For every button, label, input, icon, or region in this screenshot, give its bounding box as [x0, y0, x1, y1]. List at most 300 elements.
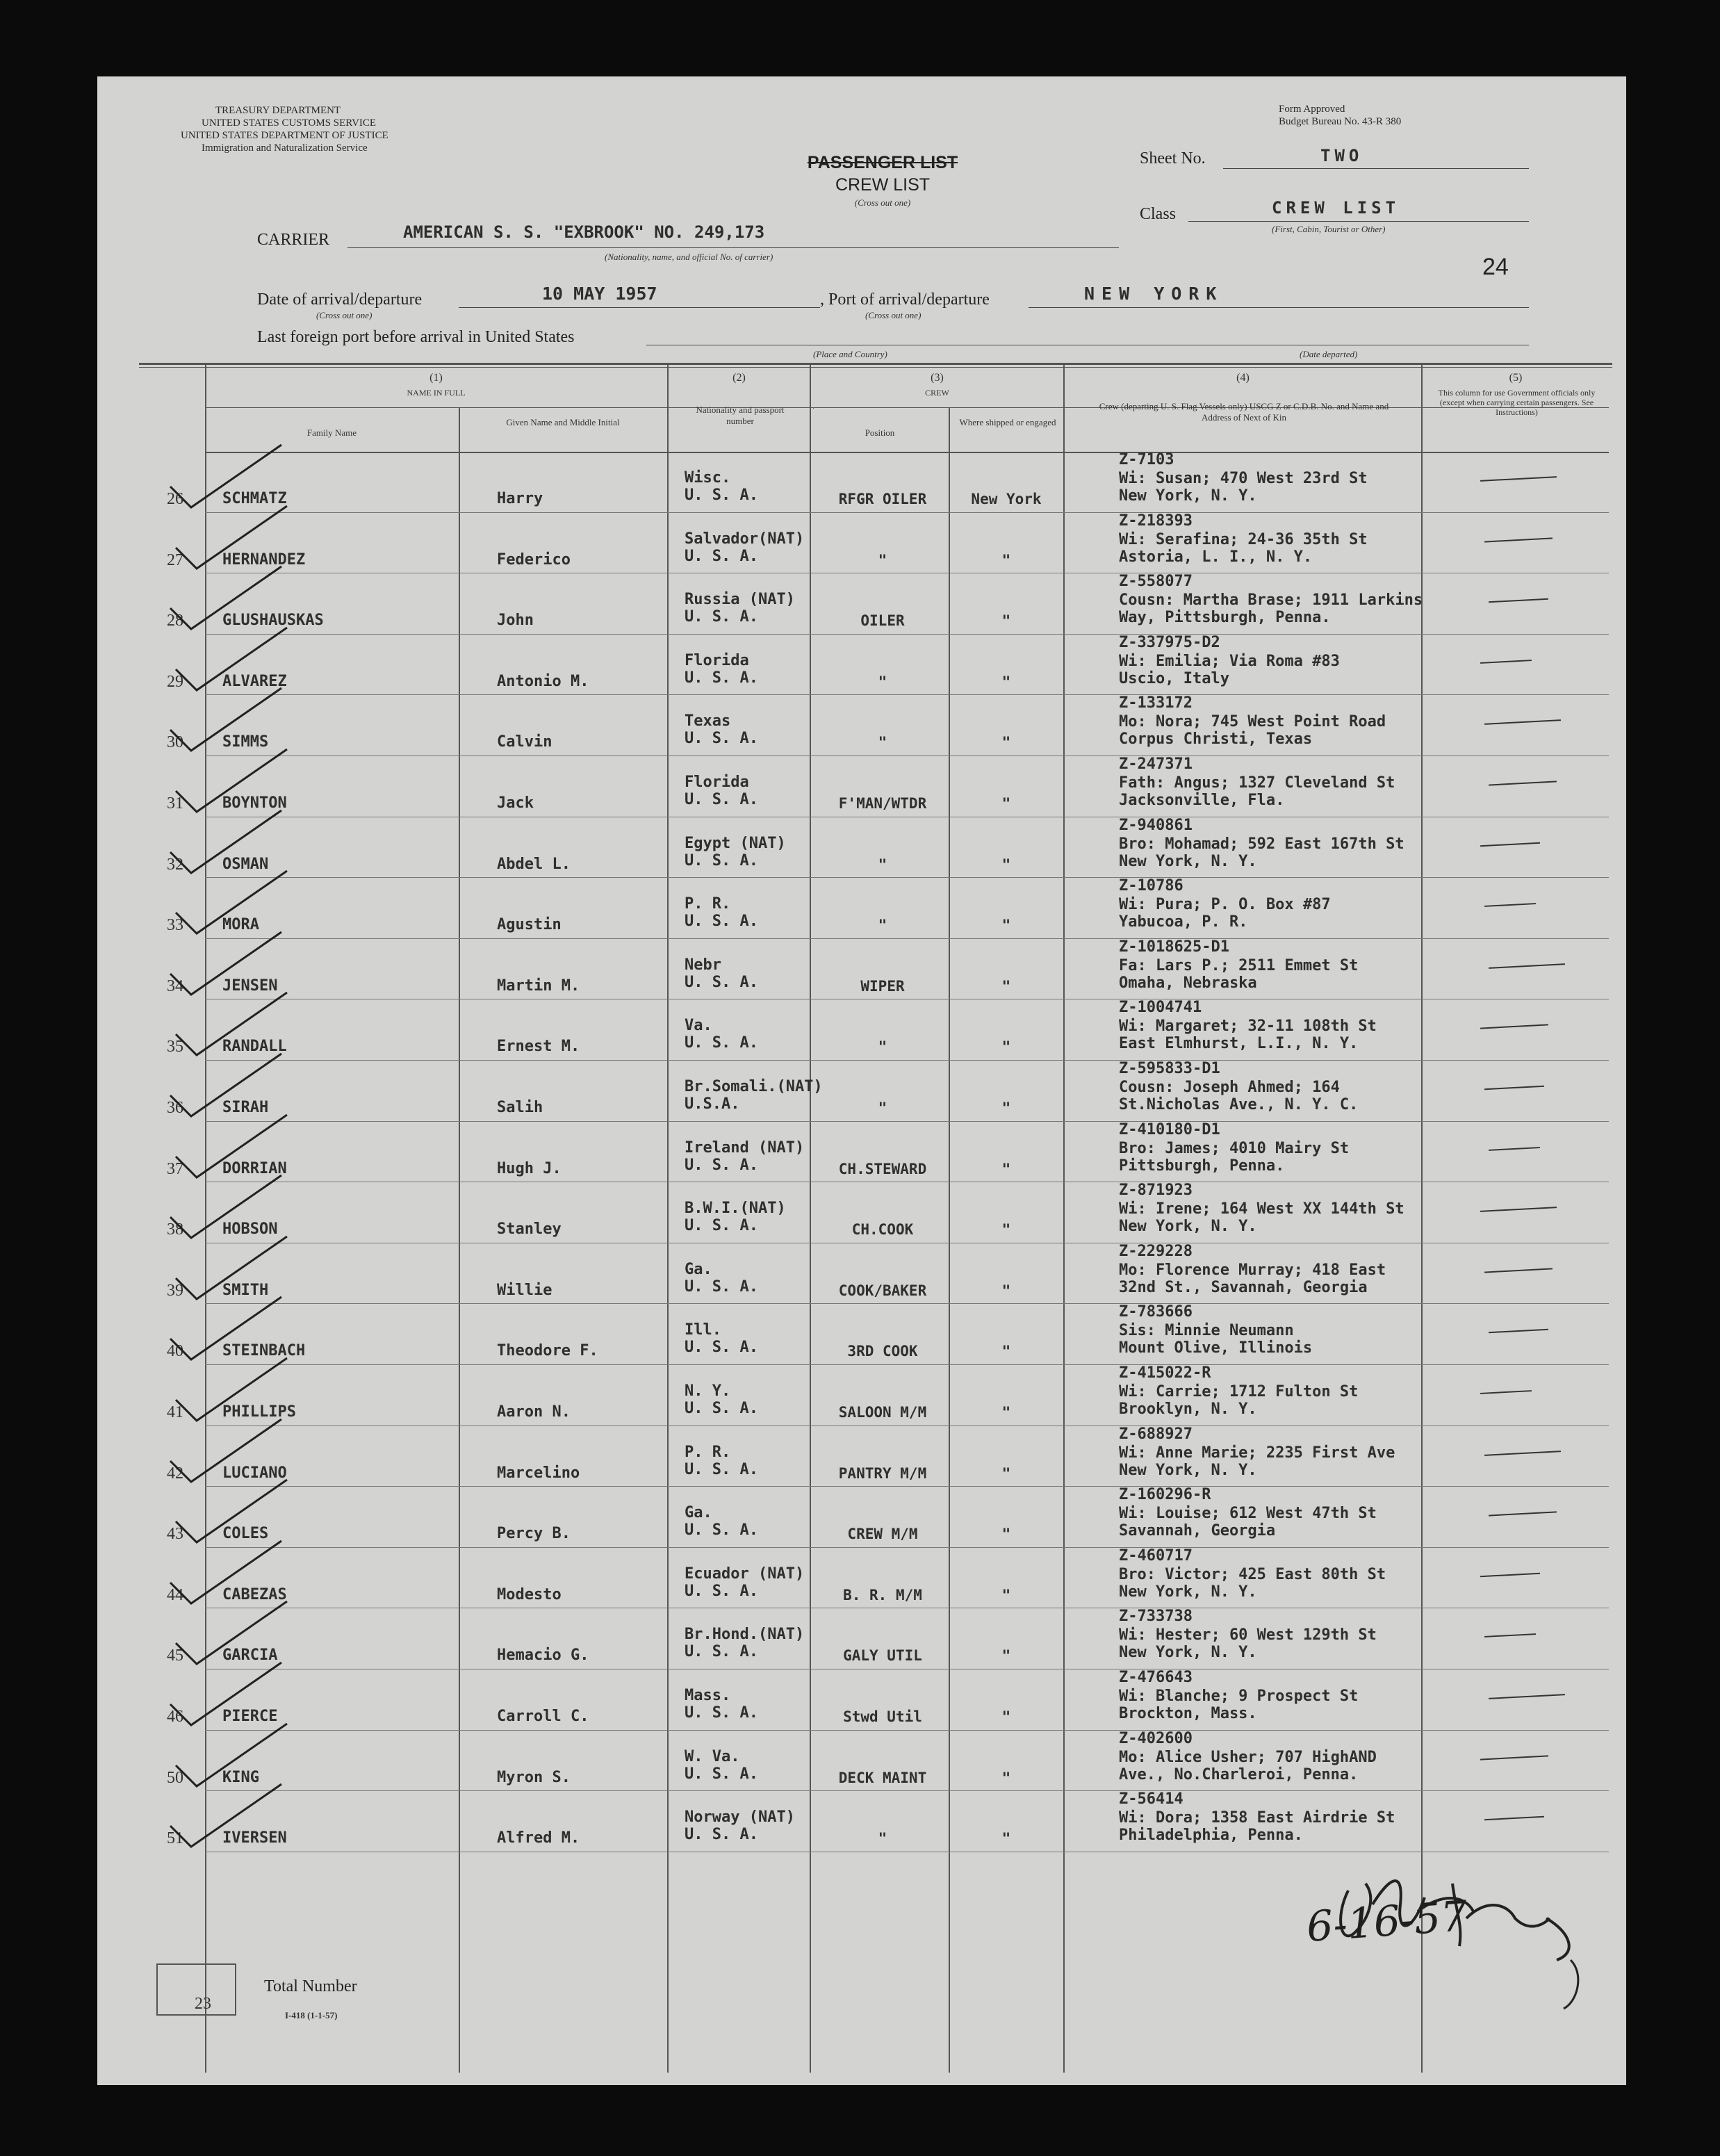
next-of-kin: Wi: Blanche; 9 Prospect St [1119, 1688, 1359, 1705]
next-of-kin-address: Ave., No.Charleroi, Penna. [1119, 1765, 1359, 1783]
row-number: 34 [167, 977, 183, 995]
row-number: 44 [167, 1585, 183, 1604]
family-name: PIERCE [222, 1708, 278, 1725]
where-shipped: " [1001, 1038, 1011, 1056]
next-of-kin-address: New York, N. Y. [1119, 1218, 1257, 1236]
row-number: 37 [167, 1159, 183, 1178]
next-of-kin: Wi: Carrie; 1712 Fulton St [1119, 1383, 1359, 1400]
nationality: Ecuador (NAT) [685, 1565, 805, 1583]
next-of-kin: Wi: Serafina; 24-36 35th St [1119, 530, 1368, 548]
family-name: STEINBACH [222, 1342, 306, 1360]
row-divider [205, 1730, 1609, 1731]
page-number: 24 [1482, 254, 1509, 280]
official-tick [1480, 1024, 1548, 1029]
check-mark-icon [163, 1777, 288, 1854]
next-of-kin-address: New York, N. Y. [1119, 1583, 1257, 1601]
crew-position: CH.COOK [851, 1221, 914, 1239]
next-of-kin-address: St.Nicholas Ave., N. Y. C. [1119, 1096, 1359, 1113]
document-page [97, 76, 1626, 2085]
next-of-kin: Fa: Lars P.; 2511 Emmet St [1119, 956, 1359, 974]
row-divider [205, 1121, 1609, 1122]
family-name: BOYNTON [222, 794, 287, 812]
where-shipped: " [1001, 977, 1011, 995]
next-of-kin: Wi: Hester; 60 West 129th St [1119, 1626, 1377, 1644]
crew-position: " [878, 551, 887, 569]
next-of-kin-address: Jacksonville, Fla. [1119, 792, 1285, 809]
where-shipped: " [1001, 917, 1011, 934]
passport-country: U. S. A. [685, 547, 758, 565]
given-name: Agustin [497, 916, 562, 934]
next-of-kin-address: Philadelphia, Penna. [1119, 1827, 1303, 1845]
nationality: Ireland (NAT) [685, 1138, 805, 1157]
next-of-kin: Sis: Minnie Neumann [1119, 1322, 1294, 1340]
official-tick [1484, 720, 1561, 726]
where-shipped: " [1001, 856, 1011, 873]
next-of-kin-address: New York, N. Y. [1119, 852, 1257, 870]
uscg-number: Z-558077 [1119, 573, 1193, 591]
row-number: 41 [167, 1403, 183, 1421]
row-number: 45 [167, 1647, 183, 1665]
where-shipped: " [1001, 1100, 1011, 1116]
next-of-kin-address: Mount Olive, Illinois [1119, 1339, 1313, 1357]
crew-position: Stwd Util [843, 1708, 922, 1725]
total-value: 23 [195, 1995, 211, 2013]
given-name: Myron S. [497, 1768, 571, 1786]
family-name: MORA [222, 916, 259, 934]
family-name: SMITH [222, 1281, 269, 1299]
row-number: 27 [167, 550, 183, 569]
carrier-label: CARRIER [257, 231, 330, 249]
passport-country: U. S. A. [685, 608, 758, 626]
family-name-header: Family Name [306, 427, 357, 438]
class-value: CREW LIST [1272, 198, 1400, 218]
next-of-kin: Mo: Nora; 745 West Point Road [1119, 713, 1386, 731]
agency-line: UNITED STATES CUSTOMS SERVICE [202, 117, 377, 129]
form-number: I-418 (1-1-57) [285, 2010, 338, 2020]
date-label: Date of arrival/departure [257, 291, 423, 309]
next-of-kin-address: East Elmhurst, L.I., N. Y. [1119, 1035, 1359, 1053]
uscg-number: Z-402600 [1119, 1729, 1193, 1747]
next-of-kin: Wi: Anne Marie; 2235 First Ave [1119, 1444, 1395, 1462]
official-tick [1480, 476, 1557, 482]
uscg-number: Z-337975-D2 [1119, 633, 1220, 651]
crew-position: " [878, 734, 887, 751]
family-name: OSMAN [222, 855, 269, 873]
nationality: Ga. [685, 1260, 712, 1278]
nationality: Norway (NAT) [685, 1808, 795, 1827]
next-of-kin-address: Yabucoa, P. R. [1119, 913, 1248, 931]
title-caption: (Cross out one) [854, 197, 911, 208]
where-shipped: " [1001, 1282, 1011, 1299]
row-number: 26 [167, 490, 183, 508]
col5-title: This column for use Government officials only (except when carrying certain passengers. See Instructions) [1438, 388, 1596, 417]
row-divider [205, 1486, 1609, 1487]
crew-position: " [878, 1038, 887, 1056]
table-header-bottom [205, 452, 1609, 453]
where-shipped: " [1001, 673, 1011, 690]
given-name: Ernest M. [497, 1038, 580, 1056]
nationality: P. R. [685, 1443, 731, 1461]
official-tick [1480, 842, 1540, 846]
given-name: Abdel L. [497, 855, 571, 873]
next-of-kin: Bro: James; 4010 Mairy St [1119, 1139, 1350, 1157]
where-shipped: " [1001, 1343, 1011, 1360]
place-caption: (Place and Country) [813, 349, 887, 359]
next-of-kin-address: Brooklyn, N. Y. [1119, 1400, 1257, 1418]
agency-line: UNITED STATES DEPARTMENT OF JUSTICE [181, 130, 388, 141]
family-name: SIRAH [222, 1099, 269, 1116]
where-shipped: " [1001, 612, 1011, 630]
passport-country: U. S. A. [685, 1643, 758, 1661]
class-label: Class [1140, 205, 1177, 223]
row-number: 36 [167, 1099, 183, 1117]
given-name: Salih [497, 1099, 543, 1116]
carrier-value: AMERICAN S. S. "EXBROOK" NO. 249,173 [403, 222, 765, 242]
row-number: 29 [167, 672, 183, 691]
official-tick [1484, 903, 1536, 907]
next-of-kin: Wi: Emilia; Via Roma #83 [1119, 652, 1340, 670]
passport-country: U.S.A. [685, 1095, 740, 1113]
official-tick [1480, 1207, 1557, 1212]
crew-position: PANTRY M/M [838, 1464, 927, 1482]
given-name: Hemacio G. [497, 1647, 589, 1665]
class-caption: (First, Cabin, Tourist or Other) [1272, 224, 1386, 234]
official-tick [1484, 1451, 1561, 1456]
passport-country: U. S. A. [685, 1277, 758, 1296]
nationality: Br.Somali.(NAT) [685, 1078, 823, 1095]
nationality: Texas [685, 712, 731, 730]
row-number: 31 [167, 794, 183, 812]
row-number: 30 [167, 733, 183, 752]
passport-country: U. S. A. [685, 730, 758, 748]
passport-country: U. S. A. [685, 791, 758, 808]
next-of-kin-address: 32nd St., Savannah, Georgia [1119, 1278, 1368, 1296]
uscg-number: Z-476643 [1119, 1669, 1193, 1686]
passport-country: U. S. A. [685, 669, 758, 687]
page-title: CREW LIST [835, 175, 931, 195]
nationality: P. R. [685, 895, 731, 913]
where-shipped: " [1001, 1404, 1011, 1421]
passport-country: U. S. A. [685, 1339, 758, 1357]
nationality: Ga. [685, 1504, 712, 1522]
given-name: Jack [497, 794, 534, 812]
uscg-number: Z-160296-R [1119, 1486, 1211, 1504]
col4-title: Crew (departing U. S. Flag Vessels only) USCG Z or C.D.B. No. and Name and Address of Next of Kin [1099, 401, 1389, 423]
crew-position: RFGR OILER [838, 491, 927, 507]
row-number: 32 [167, 855, 183, 874]
next-of-kin-address: Astoria, L. I., N. Y. [1119, 548, 1313, 566]
crew-position: SALOON M/M [838, 1404, 927, 1421]
uscg-number: Z-1004741 [1119, 999, 1202, 1017]
row-divider [205, 877, 1609, 878]
row-divider [205, 1364, 1609, 1365]
where-shipped: New York [971, 491, 1042, 507]
nationality: W. Va. [685, 1747, 740, 1765]
next-of-kin: Wi: Louise; 612 West 47th St [1119, 1505, 1377, 1523]
uscg-number: Z-733738 [1119, 1608, 1193, 1626]
where-shipped: " [1001, 1221, 1011, 1239]
uscg-number: Z-1018625-D1 [1119, 938, 1229, 956]
passport-country: U. S. A. [685, 1460, 758, 1478]
row-divider [205, 1303, 1609, 1304]
crew-position: COOK/BAKER [838, 1282, 927, 1299]
next-of-kin-address: Omaha, Nebraska [1119, 974, 1257, 992]
nationality: Va. [685, 1017, 712, 1035]
passport-country: U. S. A. [685, 1156, 758, 1174]
sheet-value: TWO [1320, 146, 1363, 165]
uscg-number: Z-940861 [1119, 816, 1193, 834]
row-number: 33 [167, 916, 183, 935]
next-of-kin-address: Pittsburgh, Penna. [1119, 1157, 1285, 1175]
row-divider [205, 1060, 1609, 1061]
given-name: Willie [497, 1281, 552, 1299]
row-divider [205, 512, 1609, 513]
row-number: 28 [167, 612, 183, 630]
nationality: Wisc. [685, 469, 731, 487]
total-label: Total Number [264, 1977, 357, 1995]
uscg-number: Z-56414 [1119, 1790, 1183, 1808]
official-tick [1480, 660, 1532, 664]
family-name: COLES [222, 1525, 269, 1543]
row-number: 42 [167, 1464, 183, 1483]
nationality: Ill. [685, 1321, 721, 1339]
next-of-kin: Bro: Victor; 425 East 80th St [1119, 1565, 1386, 1583]
family-name: IVERSEN [222, 1829, 287, 1847]
sheet-label: Sheet No. [1140, 149, 1206, 168]
given-name: Modesto [497, 1585, 562, 1603]
family-name: CABEZAS [222, 1585, 287, 1603]
next-of-kin-address: Savannah, Georgia [1119, 1522, 1276, 1540]
col1-title: NAME IN FULL [407, 388, 466, 398]
agency-block [181, 104, 388, 154]
next-of-kin-address: New York, N. Y. [1119, 1461, 1257, 1479]
given-name: Carroll C. [497, 1708, 589, 1725]
passport-country: U. S. A. [685, 1034, 758, 1052]
uscg-number: Z-871923 [1119, 1182, 1193, 1200]
passport-country: U. S. A. [685, 1400, 758, 1417]
official-tick [1489, 963, 1565, 969]
where-shipped: " [1001, 1708, 1011, 1725]
uscg-number: Z-415022-R [1119, 1364, 1211, 1382]
next-of-kin-address: Brockton, Mass. [1119, 1705, 1257, 1722]
next-of-kin: Wi: Irene; 164 West XX 144th St [1119, 1200, 1404, 1218]
official-tick [1489, 1329, 1548, 1333]
official-tick [1484, 1633, 1536, 1638]
official-tick [1489, 1694, 1565, 1699]
crew-position: " [878, 917, 887, 934]
passport-country: U. S. A. [685, 1765, 758, 1783]
passport-country: U. S. A. [685, 1704, 758, 1722]
given-name-header: Given Name and Middle Initial [506, 417, 620, 427]
crew-position: " [878, 673, 887, 690]
uscg-number: Z-410180-D1 [1119, 1120, 1220, 1138]
nationality: Florida [685, 774, 749, 791]
official-tick [1489, 1147, 1540, 1151]
uscg-number: Z-7103 [1119, 451, 1174, 468]
where-shipped: " [1001, 795, 1011, 812]
row-divider [205, 694, 1609, 695]
where-shipped: " [1001, 1464, 1011, 1482]
row-divider [205, 1790, 1609, 1791]
family-name: GLUSHAUSKAS [222, 612, 324, 630]
crew-position: 3RD COOK [847, 1343, 918, 1360]
crew-position: OILER [860, 612, 905, 630]
next-of-kin: Fath: Angus; 1327 Cleveland St [1119, 774, 1395, 792]
nationality: Russia (NAT) [685, 591, 795, 609]
port-caption: (Cross out one) [865, 310, 922, 320]
official-tick [1489, 781, 1557, 785]
given-name: Aaron N. [497, 1403, 571, 1421]
crew-position: DECK MAINT [838, 1769, 927, 1786]
family-name: JENSEN [222, 977, 278, 995]
family-name: LUCIANO [222, 1464, 287, 1482]
nationality: Br.Hond.(NAT) [685, 1626, 805, 1644]
uscg-number: Z-595833-D1 [1119, 1060, 1220, 1077]
next-of-kin-address: New York, N. Y. [1119, 1644, 1257, 1662]
given-name: Hugh J. [497, 1159, 562, 1177]
uscg-number: Z-460717 [1119, 1546, 1193, 1565]
passport-country: U. S. A. [685, 851, 758, 869]
next-of-kin-address: Uscio, Italy [1119, 669, 1229, 687]
given-name: Martin M. [497, 977, 580, 995]
where-shipped: " [1001, 1647, 1011, 1665]
row-number: 38 [167, 1220, 183, 1239]
date-value: 10 MAY 1957 [542, 284, 657, 304]
where-shipped: " [1001, 734, 1011, 751]
crew-position: WIPER [860, 977, 905, 995]
carrier-caption: (Nationality, name, and official No. of carrier) [605, 252, 773, 262]
next-of-kin: Bro: Mohamad; 592 East 167th St [1119, 835, 1404, 853]
last-port-label: Last foreign port before arrival in United States [257, 328, 575, 346]
passport-country: U. S. A. [685, 913, 758, 931]
next-of-kin: Wi: Dora; 1358 East Airdrie St [1119, 1809, 1395, 1827]
crew-position: GALY UTIL [843, 1647, 922, 1665]
uscg-number: Z-247371 [1119, 756, 1193, 773]
uscg-number: Z-133172 [1119, 694, 1193, 712]
passport-country: U. S. A. [685, 1521, 758, 1540]
date-caption: (Cross out one) [316, 310, 372, 320]
official-tick [1489, 598, 1548, 603]
nationality: Mass. [685, 1687, 731, 1704]
official-tick [1484, 1268, 1553, 1273]
uscg-number: Z-218393 [1119, 512, 1193, 530]
agency-line: TREASURY DEPARTMENT [215, 105, 341, 116]
family-name: KING [222, 1768, 259, 1786]
position-header: Position [865, 427, 895, 438]
crew-position: CH.STEWARD [838, 1160, 927, 1177]
next-of-kin: Wi: Pura; P. O. Box #87 [1119, 896, 1331, 914]
given-name: Theodore F. [497, 1342, 598, 1360]
official-tick [1484, 1086, 1544, 1090]
uscg-number: Z-783666 [1119, 1303, 1193, 1321]
nationality: Egypt (NAT) [685, 834, 786, 852]
given-name: Antonio M. [497, 672, 589, 690]
nationality: Salvador(NAT) [685, 530, 805, 548]
where-shipped-header: Where shipped or engaged [959, 417, 1056, 427]
nationality: Florida [685, 651, 749, 669]
next-of-kin: Wi: Margaret; 32-11 108th St [1119, 1018, 1377, 1036]
row-number: 50 [167, 1768, 183, 1787]
signature-date: 6-16-57 [1304, 1892, 1469, 1952]
nationality: Nebr [685, 956, 721, 974]
col3-number: (3) [931, 372, 944, 384]
port-label: , Port of arrival/departure [820, 291, 990, 309]
family-name: HERNANDEZ [222, 550, 306, 569]
given-name: Calvin [497, 733, 552, 751]
row-divider [205, 1547, 1609, 1548]
next-of-kin: Wi: Susan; 470 West 23rd St [1119, 470, 1368, 487]
where-shipped: " [1001, 551, 1011, 569]
passport-country: U. S. A. [685, 973, 758, 991]
passport-country: U. S. A. [685, 1826, 758, 1844]
date-departed-caption: (Date departed) [1300, 349, 1358, 359]
col1-number: (1) [429, 372, 443, 384]
family-name: RANDALL [222, 1038, 287, 1056]
row-number: 39 [167, 1281, 183, 1300]
row-number: 35 [167, 1038, 183, 1056]
passport-country: U. S. A. [685, 1582, 758, 1600]
crew-position: " [878, 856, 887, 873]
table-top-border [139, 363, 1612, 365]
title-struck: PASSENGER LIST [807, 153, 958, 172]
port-value: NEW YORK [1084, 284, 1224, 304]
next-of-kin: Cousn: Martha Brase; 1911 Larkins [1119, 591, 1423, 610]
next-of-kin-address: Way, Pittsburgh, Penna. [1119, 609, 1331, 627]
family-name: GARCIA [222, 1647, 278, 1665]
col4-number: (4) [1236, 372, 1250, 384]
given-name: Harry [497, 490, 543, 507]
next-of-kin: Cousn: Joseph Ahmed; 164 [1119, 1079, 1340, 1096]
official-tick [1480, 1755, 1548, 1760]
budget-bureau-text: Budget Bureau No. 43-R 380 [1279, 116, 1402, 127]
passport-country: U. S. A. [685, 487, 758, 504]
given-name: John [497, 612, 534, 630]
row-number: 43 [167, 1525, 183, 1544]
next-of-kin-address: New York, N. Y. [1119, 487, 1257, 505]
uscg-number: Z-688927 [1119, 1425, 1193, 1443]
row-number: 40 [167, 1342, 183, 1361]
form-approved [1279, 103, 1401, 128]
family-name: HOBSON [222, 1220, 278, 1239]
agency-line: Immigration and Naturalization Service [202, 142, 368, 154]
next-of-kin: Mo: Alice Usher; 707 HighAND [1119, 1748, 1377, 1766]
given-name: Percy B. [497, 1525, 571, 1543]
crew-position: B. R. M/M [843, 1586, 922, 1603]
where-shipped: " [1001, 1586, 1011, 1603]
crew-position: CREW M/M [847, 1526, 918, 1543]
next-of-kin-address: Corpus Christi, Texas [1119, 730, 1313, 749]
form-approved-text: Form Approved [1279, 104, 1345, 115]
row-number: 51 [167, 1829, 183, 1848]
nationality: N. Y. [685, 1382, 731, 1400]
uscg-number: Z-229228 [1119, 1242, 1193, 1260]
col5-number: (5) [1509, 372, 1523, 384]
row-number: 46 [167, 1708, 183, 1726]
row-divider [205, 938, 1609, 939]
passport-country: U. S. A. [685, 1217, 758, 1235]
family-name: DORRIAN [222, 1159, 287, 1177]
col3-title: CREW [925, 388, 949, 398]
where-shipped: " [1001, 1160, 1011, 1177]
given-name: Stanley [497, 1220, 562, 1239]
crew-position: " [878, 1100, 887, 1116]
official-tick [1489, 1512, 1557, 1517]
family-name: PHILLIPS [222, 1403, 296, 1421]
next-of-kin: Mo: Florence Murray; 418 East [1119, 1261, 1386, 1279]
row-divider [205, 634, 1609, 635]
nationality: B.W.I.(NAT) [685, 1200, 786, 1218]
where-shipped: " [1001, 1769, 1011, 1786]
